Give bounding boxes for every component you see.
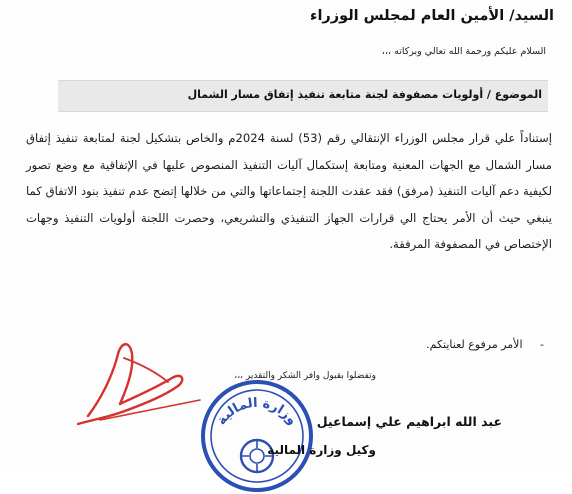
subject-line: الموضوع / أولويات مصفوفة لجنة متابعة تنفيذ إتفاق مسار الشمال <box>187 88 542 101</box>
closing-line <box>426 338 544 351</box>
addressee-line: السيد/ الأمين العام لمجلس الوزراء <box>310 8 554 24</box>
signatory-title: وكيل وزارة المالية <box>267 443 376 457</box>
letter-body: إستناداً علي قرار مجلس الوزراء الإنتقالي رقم (53) لسنة 2024م والخاص بتشكيل لجنة لمتابعة تنفيذ إتفاق مسار الشمال مع الجهات المعنية ومتابعة إستكمال آليات التنفيذ المنصوص عليها في الإتفاقية مع وضع تصور لكيفية دعم آليات التنفيذ (مرفق) فقد عقدت اللجنة إجتماعاتها والتي من خلالها إتضح عدم تنفيذ بنود الاتفاق كما ينبغي حيث أن الأمر يحتاج الي قرارات الجهاز التنفيذي والتشريعي، وحصرت اللجنة أولويات التنفيذ وجهات الإختصاص في المصفوفة المرفقة. <box>26 131 552 251</box>
ministry-stamp <box>198 376 316 494</box>
closing-dash: - <box>540 338 544 351</box>
signature-scribble <box>60 320 210 430</box>
closing-text: الأمر مرفوع لعنايتكم. <box>426 338 523 351</box>
stamp-text: وزارة المالية <box>214 395 300 429</box>
thanks-line: وتفضلوا بقبول وافر الشكر والتقدير ،،، <box>234 371 376 381</box>
signatory-name: عبد الله ابراهيم علي إسماعيل <box>316 414 502 429</box>
greeting-line: السلام عليكم ورحمة الله تعالي وبركاته ،،، <box>381 46 546 57</box>
